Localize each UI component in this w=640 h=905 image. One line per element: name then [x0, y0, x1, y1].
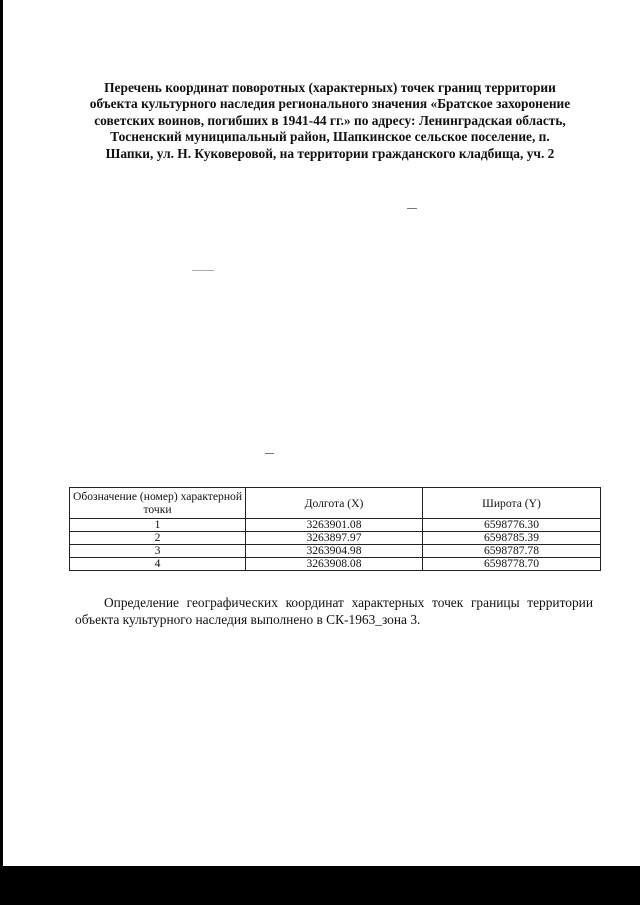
- table-row: [70, 519, 601, 532]
- title-line: объекта культурного наследия регионального значения «Братское захоронение: [89, 96, 571, 112]
- coordinates-table: [69, 487, 601, 571]
- title-line: Перечень координат поворотных (характерных) точек границ территории: [104, 80, 556, 95]
- scan-artifact: [192, 270, 214, 271]
- cell-latitude: 6598776.30: [423, 519, 601, 532]
- scan-artifact: [407, 208, 417, 209]
- header-point: Обозначение (номер) характерной точки: [70, 488, 246, 519]
- title-line: Шапки, ул. Н. Куковеровой, на территории гражданского кладбища, уч. 2: [105, 145, 555, 161]
- scan-left-edge: [0, 0, 3, 866]
- cell-latitude: 6598787.78: [423, 545, 601, 558]
- cell-point: 2: [70, 532, 246, 545]
- title-line: советских воинов, погибших в 1941-44 гг.» по адресу: Ленинградская область,: [94, 112, 566, 128]
- title-line: Тосненский муниципальный район, Шапкинское сельское поселение, п.: [110, 129, 550, 145]
- cell-point: 1: [70, 519, 246, 532]
- cell-longitude: 3263901.08: [246, 519, 423, 532]
- table-row: [70, 545, 601, 558]
- cell-point: 3: [70, 545, 246, 558]
- scan-artifact: [265, 453, 274, 454]
- scan-bottom-bar: [0, 866, 640, 905]
- document-title: [60, 80, 600, 162]
- cell-latitude: 6598785.39: [423, 532, 601, 545]
- table-row: [70, 532, 601, 545]
- table-row: [70, 558, 601, 571]
- cell-longitude: 3263897.97: [246, 532, 423, 545]
- table-header-row: [70, 488, 601, 519]
- cell-point: 4: [70, 558, 246, 571]
- cell-longitude: 3263904.98: [246, 545, 423, 558]
- coordinate-system-note: Определение географических координат характерных точек границы территории объекта культурного наследия выполнено в СК-1963_зона 3.: [75, 595, 593, 627]
- cell-latitude: 6598778.70: [423, 558, 601, 571]
- header-longitude: Долгота (X): [246, 488, 423, 519]
- cell-longitude: 3263908.08: [246, 558, 423, 571]
- header-latitude: Широта (Y): [423, 488, 601, 519]
